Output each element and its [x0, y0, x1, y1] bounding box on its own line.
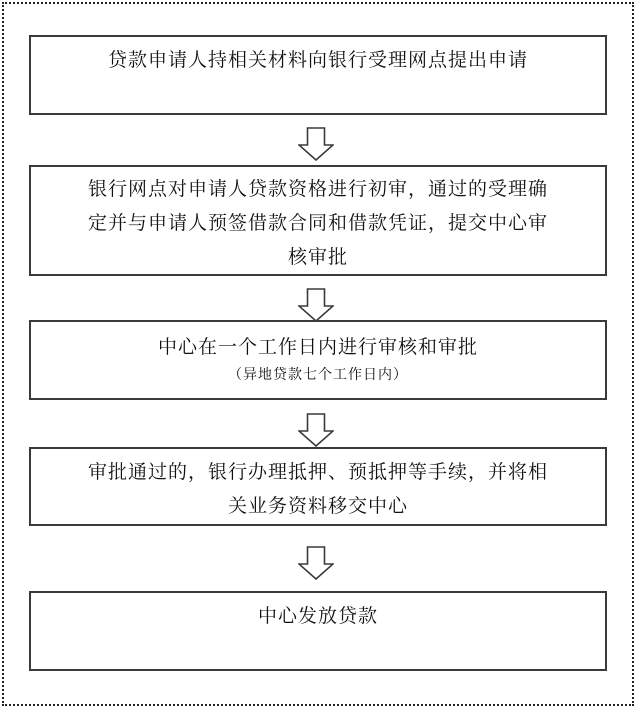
flow-step-5-loan-disbursement	[29, 591, 607, 671]
flow-step-4-mortgage-procedures	[29, 447, 607, 526]
down-arrow-icon	[298, 546, 334, 580]
flow-step-3-center-approval	[29, 320, 607, 400]
flow-step-1-apply	[29, 35, 607, 115]
step-5-line-1: 中心发放贷款	[257, 605, 378, 627]
down-arrow-icon	[298, 127, 334, 161]
step-3-line-1: 中心在一个工作日内进行审核和审批	[157, 336, 478, 358]
down-arrow-icon	[298, 288, 334, 322]
step-1-line-1: 贷款申请人持相关材料向银行受理网点提出申请	[107, 49, 528, 71]
step-2-line-2: 定并与申请人预签借款合同和借款凭证，提交中心审	[87, 212, 548, 234]
step-3-note: （异地贷款七个工作日内）	[228, 367, 408, 383]
step-2-line-3: 核审批	[287, 246, 348, 268]
down-arrow-icon	[298, 413, 334, 447]
step-4-line-1: 审批通过的，银行办理抵押、预抵押等手续，并将相	[87, 461, 548, 483]
step-2-line-1: 银行网点对申请人贷款资格进行初审，通过的受理确	[87, 178, 548, 200]
hollow-down-arrow-icon	[298, 546, 334, 580]
hollow-down-arrow-icon	[298, 413, 334, 447]
hollow-down-arrow-icon	[298, 288, 334, 322]
hollow-down-arrow-icon	[298, 127, 334, 161]
flow-step-2-preliminary-review	[29, 165, 607, 276]
step-4-line-2: 关业务资料移交中心	[227, 495, 408, 517]
